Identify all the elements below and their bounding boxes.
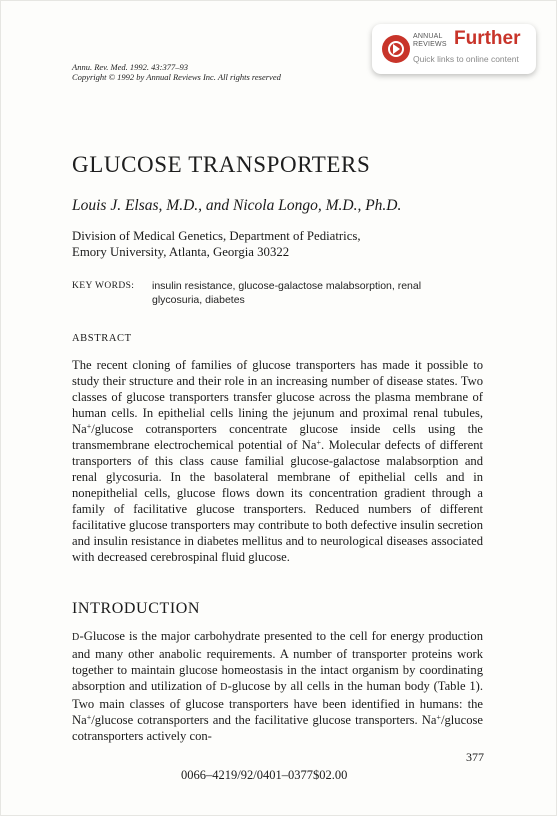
play-circle-icon — [382, 35, 410, 63]
price-code: 0066–4219/92/0401–0377$02.00 — [181, 768, 348, 782]
abstract-text: The recent cloning of families of glucose transporters has made it possible to study their structure and their role in an increasing number of disease states. Two classes of glucose transporters transfer glucose across the plasma membrane of human cells. In epithelial cells lining the jejunum and proximal renal tubules, Na+/glucose cotransporters concentrate glucose inside cells using the transmembrane electrochemical potential of Na+. Molecular defects of different transporters of this class cause familial glucose-galactose malabsorption and renal glycosuria. In the basolateral membrane of epithelial cells and in nonepithelial cells, glucose flows down its concentration gradient through a family of facilitative glucose transporters. Reduced numbers of different facilitative glucose transporters may contribute to both defective insulin secretion and insulin resistance in diabetes mellitus and to neurological diseases associated with decreased cerebrospinal fluid glucose. — [72, 358, 483, 564]
introduction-heading: INTRODUCTION — [72, 600, 201, 617]
article-authors: Louis J. Elsas, M.D., and Nicola Longo, M.D., Ph.D. — [72, 197, 402, 214]
keywords-label: KEY WORDS: — [72, 281, 135, 291]
affiliation-line-1: Division of Medical Genetics, Department of Pediatrics, — [72, 229, 361, 243]
article-title: GLUCOSE TRANSPORTERS — [72, 152, 371, 177]
abstract-heading: ABSTRACT — [72, 333, 132, 344]
further-badge[interactable] — [372, 24, 536, 74]
badge-tagline: Quick links to online content — [413, 54, 519, 64]
page-number: 377 — [466, 750, 484, 764]
affiliation-line-2: Emory University, Atlanta, Georgia 30322 — [72, 245, 290, 259]
citation-copyright: Copyright © 1992 by Annual Reviews Inc. All rights reserved — [72, 72, 281, 82]
citation-journal: Annu. Rev. Med. 1992. 43:377–93 — [72, 62, 188, 72]
keywords-text: insulin resistance, glucose-galactose malabsorption, renal glycosuria, diabetes — [152, 280, 422, 306]
affiliation — [72, 228, 361, 260]
badge-supertext: ANNUAL REVIEWS — [413, 33, 447, 48]
citation — [72, 62, 281, 82]
badge-brand: Further — [454, 28, 521, 49]
introduction-text: D-Glucose is the major carbohydrate presented to the cell for energy production and many other anabolic requirements. A number of transporter proteins work together to maintain glucose homeostasis in the intact organism by coordinating absorption and utilization of D-glucose by all cells in the human body (Table 1). Two main classes of glucose transporters have been identified in humans: the Na+/glucose cotransporters and the facilitative glucose transporters. Na+/glucose cotransporters actively con- — [72, 629, 484, 743]
